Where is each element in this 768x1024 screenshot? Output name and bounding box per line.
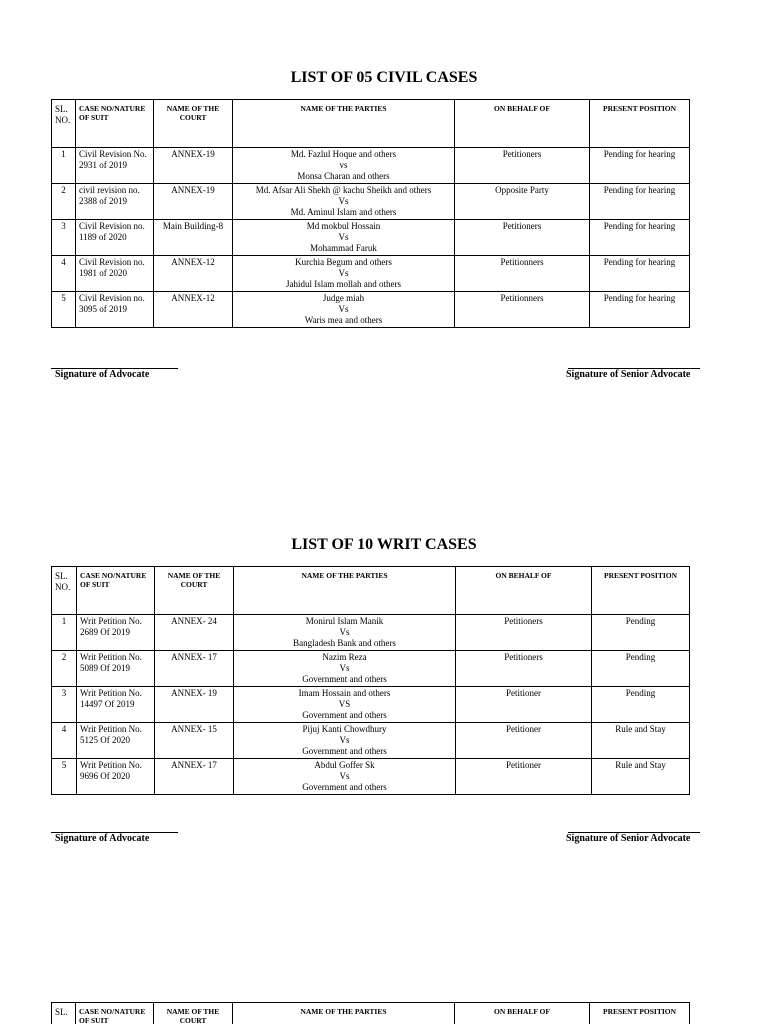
header-court: NAME OF THE COURT [155,567,234,615]
row-on-behalf-of: Petitioner [456,723,592,759]
row-case-no: Civil Revision no. 1189 of 2020 [76,220,154,256]
party-line: Vs [338,304,349,314]
row-sl: 2 [52,651,77,687]
table-row [52,292,690,328]
party-line: Vs [338,268,349,278]
row-court: ANNEX- 17 [155,651,234,687]
row-case-no: Writ Petition No. 5125 Of 2020 [77,723,155,759]
party-line: Vs [339,735,350,745]
row-present-position: Pending for hearing [590,292,690,328]
row-sl: 3 [52,220,76,256]
row-on-behalf-of: Petitioner [456,759,592,795]
row-on-behalf-of: Petitionners [455,256,590,292]
header-case: CASE NO/NATURE OF SUIT [77,567,155,615]
table-header-row [52,567,690,615]
header-behalf: ON BEHALF OF [456,567,592,615]
party-line: Abdul Goffer Sk [314,760,375,770]
party-line: Vs [339,627,350,637]
party-line: Jahidul Islam mollah and others [286,279,401,289]
header-parties: NAME OF THE PARTIES [233,1003,455,1024]
header-sl: SL. NO. [52,567,77,615]
row-parties [234,759,456,795]
row-present-position: Pending for hearing [590,148,690,184]
party-line: Pijuj Kanti Chowdhury [302,724,387,734]
row-court: ANNEX- 19 [155,687,234,723]
header-position: PRESENT POSITION [590,1003,690,1024]
civil-cases-table [51,99,690,328]
writ-cases-title: LIST OF 10 WRIT CASES [291,536,477,553]
row-sl: 4 [52,723,77,759]
table-row [52,651,690,687]
table-row [52,256,690,292]
row-court: Main Building-8 [154,220,233,256]
header-position: PRESENT POSITION [592,567,690,615]
row-present-position: Pending [592,687,690,723]
row-sl: 2 [52,184,76,220]
table-header-row [52,100,690,148]
party-line: Bangladesh Bank and others [293,638,396,648]
row-present-position: Pending for hearing [590,184,690,220]
row-present-position: Pending for hearing [590,220,690,256]
party-line: Md. Aminul Islam and others [290,207,397,217]
party-line: Government and others [302,782,387,792]
signature-advocate: Signature of Advocate [55,369,150,380]
row-case-no: Writ Petition No. 2689 Of 2019 [77,615,155,651]
row-court: ANNEX-12 [154,292,233,328]
table-row [52,148,690,184]
row-on-behalf-of: Opposite Party [455,184,590,220]
party-line: Government and others [302,710,387,720]
row-court: ANNEX-19 [154,148,233,184]
row-sl: 1 [52,148,76,184]
header-case: CASE NO/NATURE OF SUIT [76,1003,154,1024]
signature-senior-advocate: Signature of Senior Advocate [566,369,691,380]
row-court: ANNEX-12 [154,256,233,292]
party-line: Nazim Reza [322,652,367,662]
header-sl: SL. NO. [52,100,76,148]
header-sl: SL. [52,1003,76,1024]
row-present-position: Pending [592,651,690,687]
party-line: Md. Afsar Ali Shekh @ kachu Sheikh and others [255,185,432,195]
party-line: Imam Hossain and others [298,688,391,698]
row-present-position: Pending for hearing [590,256,690,292]
header-behalf: ON BEHALF OF [455,1003,590,1024]
row-case-no: Civil Revision no. 3095 of 2019 [76,292,154,328]
party-line: Md mokbul Hossain [306,221,381,231]
row-sl: 5 [52,759,77,795]
party-line: Md. Fazlul Hoque and others [290,149,397,159]
table-row [52,723,690,759]
row-court: ANNEX-19 [154,184,233,220]
party-line: Monirul Islam Manik [305,616,384,626]
civil-cases-body [52,148,690,328]
next-cases-table [51,1002,690,1024]
party-line: Government and others [302,746,387,756]
row-case-no: Writ Petition No. 5089 Of 2019 [77,651,155,687]
row-on-behalf-of: Petitioners [456,651,592,687]
writ-cases-body [52,615,690,795]
header-parties: NAME OF THE PARTIES [233,100,455,148]
row-on-behalf-of: Petitionners [455,292,590,328]
row-parties [234,723,456,759]
table-row [52,615,690,651]
row-case-no: Writ Petition No. 14497 Of 2019 [77,687,155,723]
row-sl: 4 [52,256,76,292]
row-parties [233,184,455,220]
party-line: Kurchia Begum and others [295,257,392,267]
row-parties [234,615,456,651]
header-behalf: ON BEHALF OF [455,100,590,148]
party-line: Government and others [302,674,387,684]
row-present-position: Rule and Stay [592,759,690,795]
row-court: ANNEX- 17 [155,759,234,795]
header-position: PRESENT POSITION [590,100,690,148]
civil-cases-title: LIST OF 05 CIVIL CASES [290,69,478,86]
party-line: vs [339,160,348,170]
row-case-no: civil revision no. 2388 of 2019 [76,184,154,220]
header-court: NAME OF THE COURT [154,100,233,148]
row-present-position: Pending [592,615,690,651]
row-on-behalf-of: Petitioners [455,220,590,256]
row-on-behalf-of: Petitioner [456,687,592,723]
row-parties [234,687,456,723]
row-case-no: Writ Petition No. 9696 Of 2020 [77,759,155,795]
table-row [52,184,690,220]
row-court: ANNEX- 24 [155,615,234,651]
header-case: CASE NO/NATURE OF SUIT [76,100,154,148]
signature-advocate: Signature of Advocate [55,833,150,844]
row-parties [234,651,456,687]
row-parties [233,148,455,184]
party-line: Vs [339,663,350,673]
row-parties [233,292,455,328]
next-table-partial [0,990,768,1024]
row-on-behalf-of: Petitioners [455,148,590,184]
row-sl: 3 [52,687,77,723]
party-line: Vs [338,232,349,242]
table-header-row [52,1003,690,1024]
party-line: Vs [338,196,349,206]
table-row [52,220,690,256]
row-court: ANNEX- 15 [155,723,234,759]
row-sl: 5 [52,292,76,328]
table-row [52,759,690,795]
party-line: VS [338,699,351,709]
row-present-position: Rule and Stay [592,723,690,759]
row-case-no: Civil Revision No. 2931 of 2019 [76,148,154,184]
row-on-behalf-of: Petitioners [456,615,592,651]
party-line: Mohammad Faruk [310,243,377,253]
signature-senior-advocate: Signature of Senior Advocate [566,833,691,844]
party-line: Judge miah [322,293,365,303]
table-row [52,687,690,723]
party-line: Vs [339,771,350,781]
row-case-no: Civil Revision no. 1981 of 2020 [76,256,154,292]
row-sl: 1 [52,615,77,651]
party-line: Monsa Charan and others [297,171,390,181]
header-court: NAME OF THE COURT [154,1003,233,1024]
header-parties: NAME OF THE PARTIES [234,567,456,615]
row-parties [233,256,455,292]
writ-cases-table [51,566,690,795]
row-parties [233,220,455,256]
party-line: Waris mea and others [304,315,383,325]
